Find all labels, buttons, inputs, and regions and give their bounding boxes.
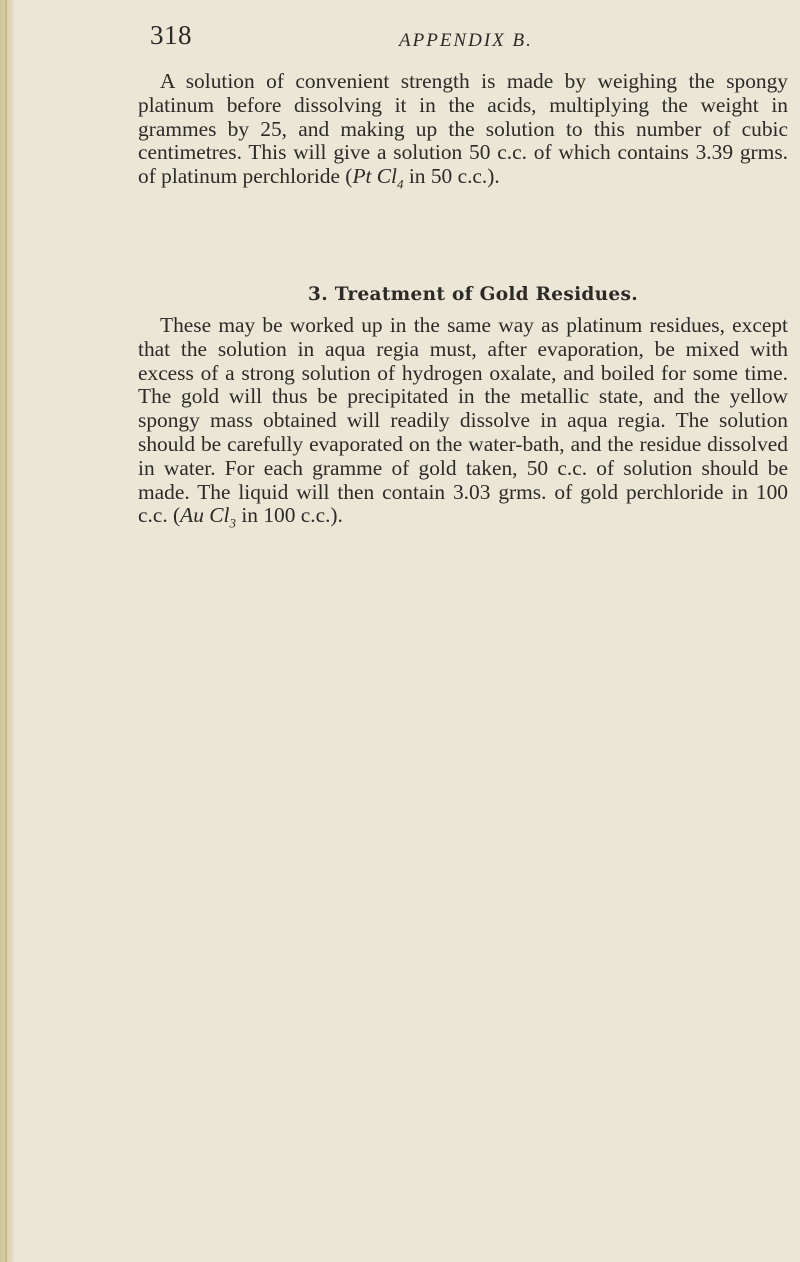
platinum-solution-paragraph — [138, 69, 788, 192]
formula-subscript: 4 — [397, 176, 404, 192]
paragraph-text: A solution of convenient strength is made by weighing the spongy platinum before dissolving it in the acids, multiplying the weight in grammes by 25, and making up the solution to this number of cubic centimetres. This will give a solution 50 c.c. of which contains 3.39 grms. of platinum perchloride ( — [138, 69, 788, 189]
running-title: APPENDIX B. — [399, 30, 533, 51]
formula-symbol: Pt Cl — [352, 164, 398, 189]
book-spine-gutter — [0, 0, 14, 1262]
running-head — [138, 20, 788, 60]
gold-residues-paragraph — [138, 313, 788, 531]
chemical-formula — [180, 503, 236, 531]
page-number: 318 — [150, 20, 192, 50]
section-heading: 3. Treatment of Gold Residues. — [308, 284, 638, 305]
formula-symbol: Au Cl — [180, 503, 230, 528]
gutter-binding-line — [5, 0, 7, 1262]
paragraph-text: These may be worked up in the same way as platinum residues, except that the solution in aqua regia must, after evaporation, be mixed with excess of a strong solution of hydrogen oxalate, and boiled for some time. The gold will thus be precipitated in the metallic state, and the yellow spongy mass obtained will readily dissolve in aqua regia. The solution should be carefully evaporated on the water-bath, and the residue dissolved in water. For each gramme of gold taken, 50 c.c. of solution should be made. The liquid will then contain 3.03 grms. of gold perchloride in 100 c.c. ( — [138, 313, 788, 528]
chemical-formula — [352, 164, 404, 192]
paragraph-text-end: in 100 c.c.). — [235, 503, 343, 528]
formula-subscript: 3 — [229, 515, 236, 531]
paragraph-text-end: in 50 c.c.). — [403, 164, 500, 189]
